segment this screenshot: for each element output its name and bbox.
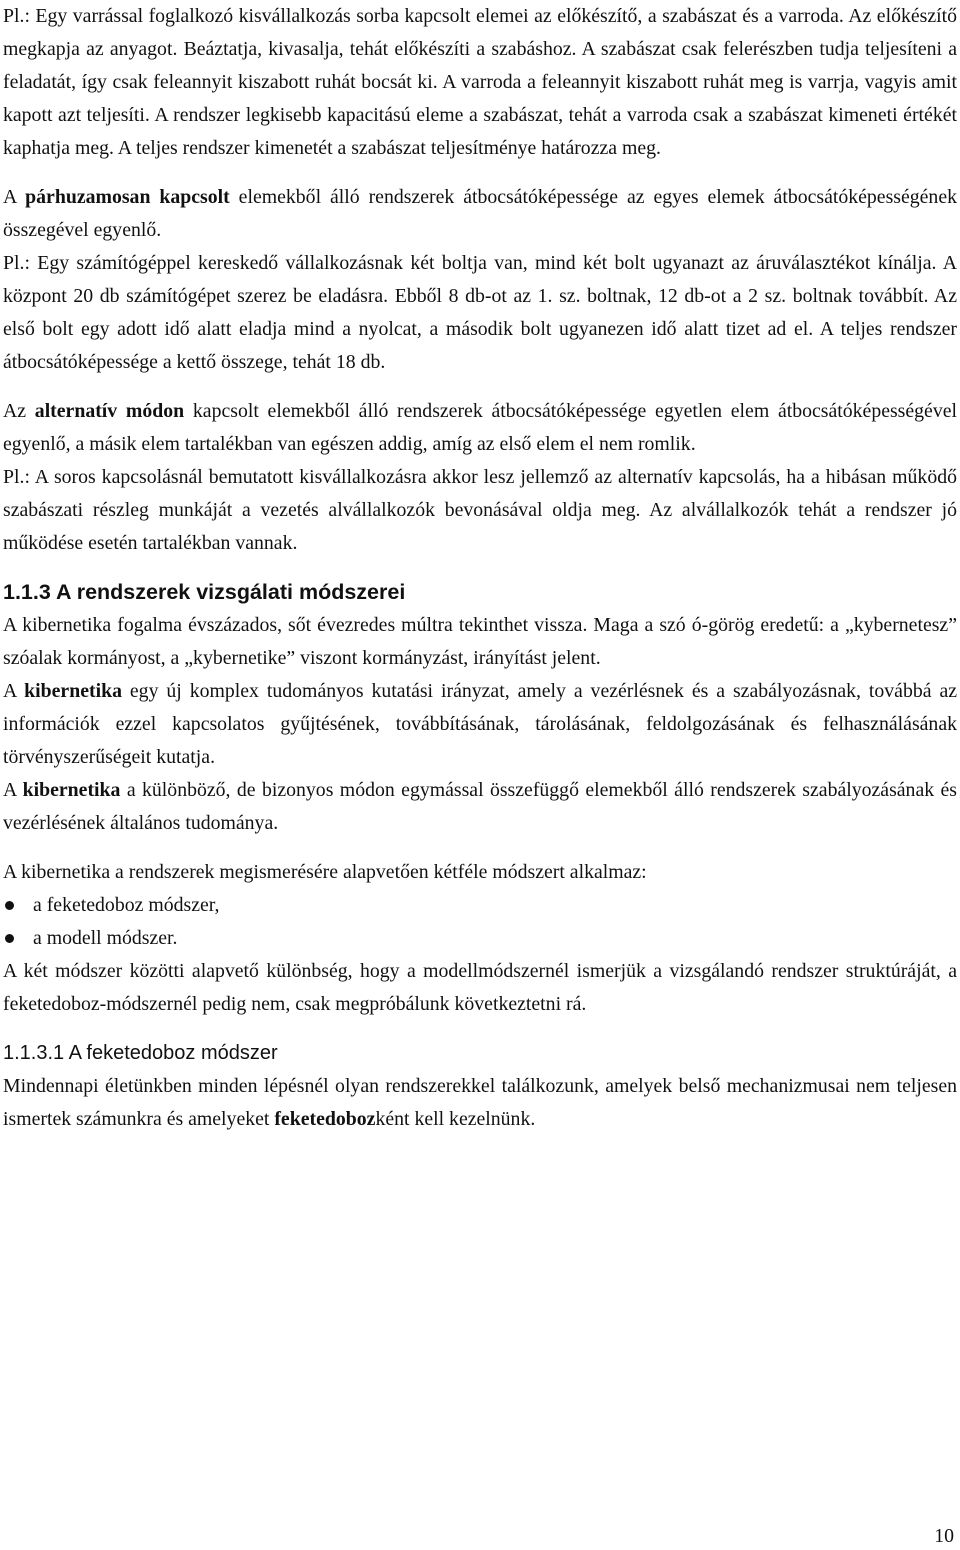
text: A — [3, 779, 23, 801]
paragraph-methods-difference: A két módszer közötti alapvető különbség, hogy a modellmódszernél ismerjük a vizsgálandó rendszer struktúráját, a feketedoboz-módszernél pedig nem, csak megpróbálunk következtetni rá. — [3, 960, 957, 1015]
paragraph-alternative-definition — [3, 395, 957, 461]
paragraph-parallel-definition — [3, 181, 957, 247]
bullet-icon — [5, 901, 14, 910]
paragraph-cybernetics-definition-2 — [3, 774, 957, 840]
bullet-icon — [5, 934, 14, 943]
text: A — [3, 680, 25, 702]
text: Mindennapi életünkben minden lépésnél olyan rendszerekkel találkozunk, amelyek belső mechanizmusai nem teljesen ismertek számunkra és amelyeket — [3, 1075, 957, 1130]
list-item-text: a feketedoboz módszer, — [33, 894, 220, 916]
page-content — [3, 0, 957, 1136]
text: egy új komplex tudományos kutatási irányzat, amely a vezérlésnek és a szabályozásnak, továbbá az információk ezzel kapcsolatos gyűjtésének, továbbításának, tárolásának, feldolgozásának és felhasználásának törvényszerűségeit kutatja. — [3, 680, 958, 768]
paragraph-parallel-example: Pl.: Egy számítógéppel kereskedő vállalkozásnak két boltja van, mind két bolt ugyanazt az áruválasztékot kínálja. A központ 20 db számítógépet szerez be eladásra. Ebből 8 db-ot az 1. sz. boltnak, 12 db-ot a 2 sz. boltnak továbbít. Az első bolt egy adott idő alatt eladja mind a nyolcat, a második bolt ugyanezen idő alatt tizet ad el. A teljes rendszer átbocsátóképessége a kettő összege, tehát 18 db. — [3, 252, 957, 373]
text: elemekből álló rendszerek átbocsátóképessége az egyes elemek átbocsátóképességének összegével egyenlő. — [3, 186, 957, 241]
section-heading-1-1-3: 1.1.3 A rendszerek vizsgálati módszerei — [3, 580, 406, 604]
bold-term-alternative: alternatív módon — [34, 400, 185, 422]
bold-term-kibernetika: kibernetika — [24, 680, 122, 702]
list-item — [3, 889, 957, 922]
paragraph-methods-intro: A kibernetika a rendszerek megismerésére alapvetően kétféle módszert alkalmaz: — [3, 861, 647, 883]
subsection-heading-1-1-3-1: 1.1.3.1 A feketedoboz módszer — [3, 1042, 278, 1064]
list-item — [3, 922, 957, 955]
text: ként kell kezelnünk. — [375, 1108, 536, 1130]
bold-term-kibernetika: kibernetika — [22, 779, 121, 801]
methods-list — [3, 889, 957, 955]
bold-term-parallel: párhuzamosan kapcsolt — [25, 186, 230, 208]
text: kapcsolt elemekből álló rendszerek átbocsátóképessége egyetlen elem átbocsátóképességével egyenlő, a másik elem tartalékban van egészen addig, amíg az első elem el nem romlik. — [3, 400, 958, 455]
list-item-text: a modell módszer. — [33, 927, 178, 949]
paragraph-serial-example: Pl.: Egy varrással foglalkozó kisvállalkozás sorba kapcsolt elemei az előkészítő, a szabászat és a varroda. Az előkészítő megkapja az anyagot. Beáztatja, kivasalja, tehát előkészíti a szabáshoz. A szabászat csak felerészben tudja teljesíteni a feladatát, így csak feleannyit kiszabott ruhát bocsát ki. A varroda a feleannyit kiszabott ruhát meg is varrja, vagyis amit kapott azt teljesíti. A rendszer legkisebb kapacitású eleme a szabászat, tehát a varroda csak a szabászat kimeneti értékét kaphatja meg. A teljes rendszer kimenetét a szabászat teljesítménye határozza meg. — [3, 5, 957, 159]
bold-term-feketedoboz: feketedoboz — [274, 1108, 376, 1130]
text: Az — [3, 400, 35, 422]
paragraph-blackbox-intro — [3, 1070, 957, 1136]
text: A — [3, 186, 26, 208]
paragraph-alternative-example: Pl.: A soros kapcsolásnál bemutatott kisvállalkozásra akkor lesz jellemző az alternatív kapcsolás, ha a hibásan működő szabászati részleg munkáját a vezetés alvállalkozók bevonásával oldja meg. Az alvállalkozók tehát a rendszer jó működése esetén tartalékban vannak. — [3, 466, 957, 554]
text: a különböző, de bizonyos módon egymással összefüggő elemekből álló rendszerek szabályozásának és vezérlésének általános tudománya. — [3, 779, 957, 834]
page-number: 10 — [934, 1525, 954, 1547]
paragraph-cybernetics-origin: A kibernetika fogalma évszázados, sőt évezredes múltra tekinthet vissza. Maga a szó ó-görög eredetű: a „kybernetesz” szóalak kormányost, a „kybernetike” viszont kormányzást, irányítást jelent. — [3, 614, 957, 669]
paragraph-cybernetics-definition-1 — [3, 675, 957, 774]
